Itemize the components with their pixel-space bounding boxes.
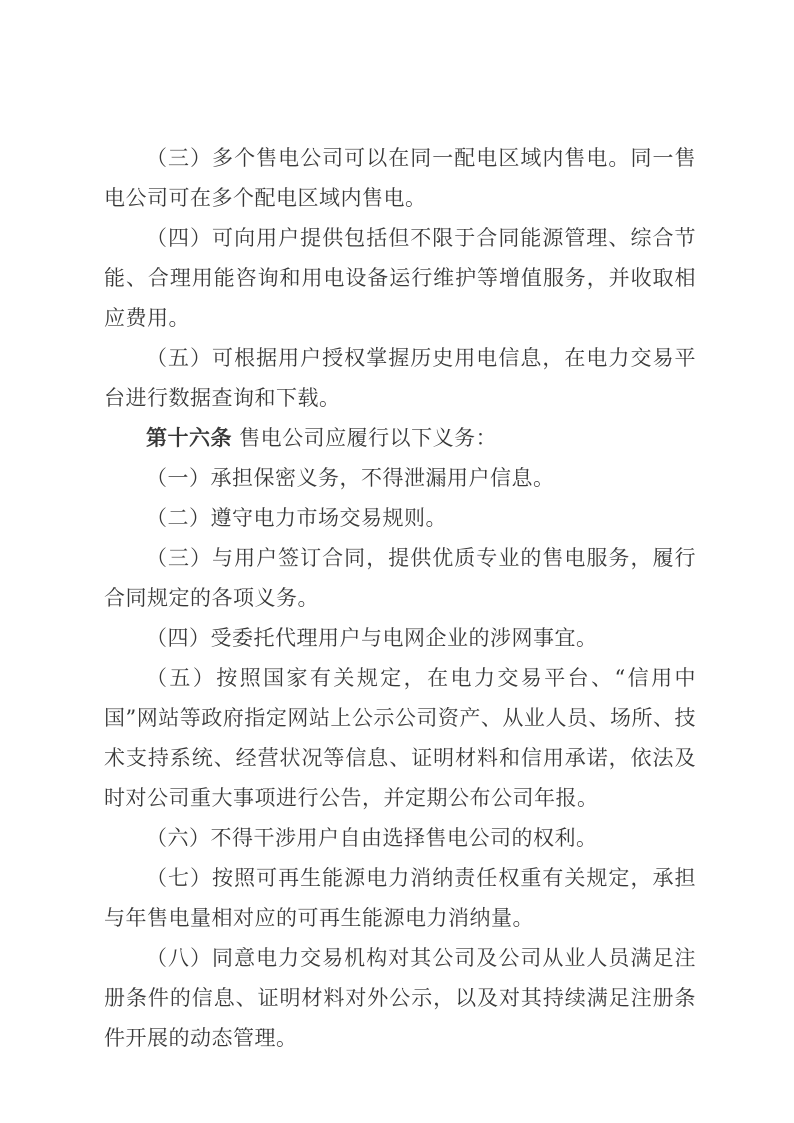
body-paragraph: （三）与用户签订合同，提供优质专业的售电服务，履行合同规定的各项义务。	[104, 546, 696, 610]
body-paragraph: （二）遵守电力市场交易规则。	[146, 506, 447, 530]
document-body	[104, 138, 696, 1058]
body-paragraph: （五）按照国家有关规定，在电力交易平台、“信用中国”网站等政府指定网站上公示公司资产、从业人员、场所、技术支持系统、经营状况等信息、证明材料和信用承诺，依法及时对公司重大事项进行公告，并定期公布公司年报。	[104, 666, 696, 810]
body-paragraph: （四）受委托代理用户与电网企业的涉网事宜。	[146, 626, 598, 650]
body-paragraph: （五）可根据用户授权掌握历史用电信息，在电力交易平台进行数据查询和下载。	[104, 346, 696, 410]
article-heading-paragraph: 第十六条 售电公司应履行以下义务：	[146, 425, 498, 450]
body-paragraph: （七）按照可再生能源电力消纳责任权重有关规定，承担与年售电量相对应的可再生能源电力消纳量。	[104, 866, 696, 930]
body-paragraph: （六）不得干涉用户自由选择售电公司的权利。	[146, 826, 598, 850]
body-paragraph: （一）承担保密义务，不得泄漏用户信息。	[146, 466, 555, 490]
article-number: 第十六条	[146, 425, 232, 450]
body-paragraph: （三）多个售电公司可以在同一配电区域内售电。同一售电公司可在多个配电区域内售电。	[104, 146, 696, 210]
body-paragraph: （四）可向用户提供包括但不限于合同能源管理、综合节能、合理用能咨询和用电设备运行维护等增值服务，并收取相应费用。	[104, 226, 696, 330]
body-paragraph: （八）同意电力交易机构对其公司及公司从业人员满足注册条件的信息、证明材料对外公示，以及对其持续满足注册条件开展的动态管理。	[104, 946, 696, 1050]
